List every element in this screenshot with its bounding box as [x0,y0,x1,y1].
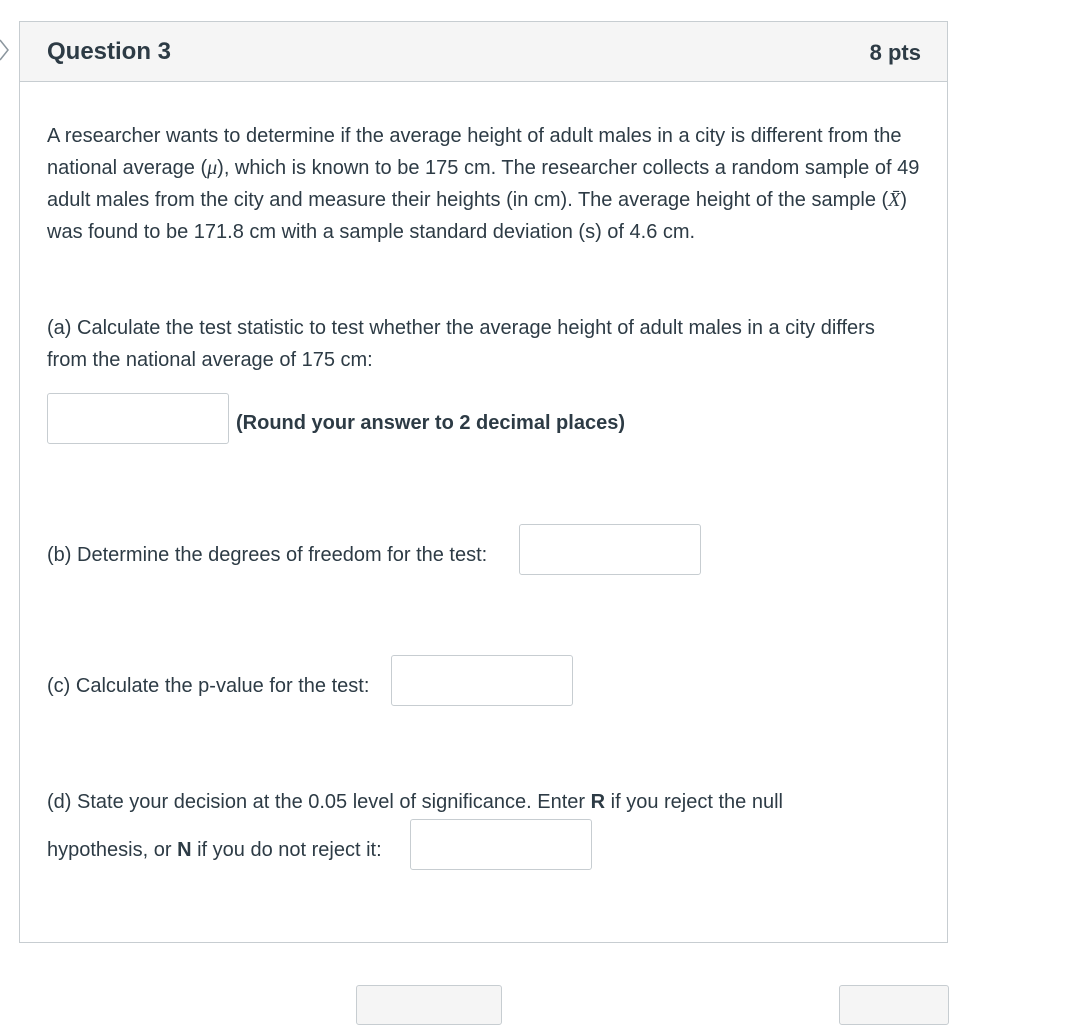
part-d-prompt-line2 [47,839,382,862]
stem-text-1: A researcher wants to determine if the average height of adult males in a city is different from the national average ( [47,125,902,179]
question-card [19,21,948,943]
part-d-not-reject-letter: N [177,839,192,861]
collapse-arrow-icon[interactable] [0,38,12,62]
part-c-answer-input[interactable] [391,655,573,706]
part-a-rounding-hint: (Round your answer to 2 decimal places) [236,412,625,434]
mu-symbol: μ [207,157,218,179]
question-points: 8 pts [869,40,921,65]
part-d-text-3: hypothesis, or [47,839,178,861]
stem-text-2: ), which is known to be 175 cm. The researcher collects a random sample of 49 adult males from the city and measure their heights (in cm). The average height of the sample ( [47,157,920,211]
stem-text-3: ) was found to be 171.8 cm with a sample standard deviation (s) of 4.6 cm. [47,189,908,243]
xbar-symbol: X̄ [888,189,901,211]
part-c-prompt: (c) Calculate the p-value for the test: [47,675,370,697]
part-b-answer-input[interactable] [519,524,701,575]
question-stem [47,120,927,248]
part-a-answer-input[interactable] [47,393,229,444]
part-d-text-4: if you do not reject it: [191,839,382,861]
part-d-text-2: if you reject the null [605,791,783,813]
part-d-text-1: (d) State your decision at the 0.05 level of significance. Enter [47,791,591,813]
question-header [20,22,947,82]
part-d-answer-input[interactable] [410,819,592,870]
next-button[interactable] [839,985,949,1025]
previous-button[interactable] [356,985,502,1025]
part-a-prompt: (a) Calculate the test statistic to test whether the average height of adult males in a city differs from the national average of 175 cm: [47,317,875,371]
part-d-reject-letter: R [590,791,606,813]
question-title: Question 3 [47,38,172,65]
part-b-prompt: (b) Determine the degrees of freedom for the test: [47,544,488,566]
part-d-prompt-line1 [47,791,783,814]
